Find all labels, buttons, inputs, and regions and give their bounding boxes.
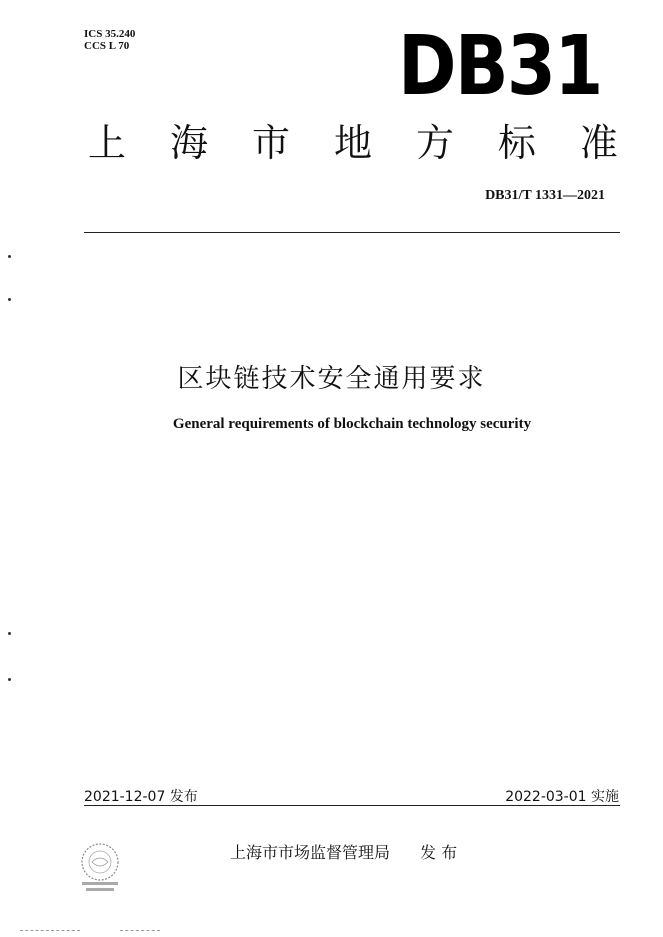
- classification-codes: [84, 28, 135, 52]
- english-title: General requirements of blockchain technology security: [172, 416, 532, 432]
- scan-artifact: [120, 930, 160, 931]
- standard-type-char: 标: [497, 121, 536, 165]
- standard-type-char: 地: [333, 121, 372, 165]
- top-divider: [84, 232, 620, 233]
- standard-type-char: 市: [251, 121, 290, 165]
- margin-dot: [8, 298, 11, 301]
- issue-date: 2021-12-07 发布: [84, 789, 198, 805]
- implement-date: 2022-03-01 实施: [505, 789, 619, 805]
- ccs-code: CCS L 70: [84, 40, 130, 52]
- standard-type-char: 海: [169, 121, 208, 165]
- scan-artifact: [20, 930, 80, 931]
- standard-type-title: [88, 120, 618, 166]
- standard-number: DB31/T 1331—2021: [485, 188, 605, 203]
- issuer-line: [230, 840, 457, 863]
- ics-code: ICS 35.240: [84, 28, 136, 40]
- margin-dot: [8, 632, 11, 635]
- standard-type-char: 准: [579, 121, 618, 165]
- db-logo: DB31: [398, 19, 602, 114]
- publish-label: 发 布: [420, 843, 458, 862]
- standard-type-char: 上: [88, 121, 127, 165]
- margin-dot: [8, 255, 11, 258]
- chinese-title: 区块链技术安全通用要求: [177, 364, 486, 394]
- standard-type-char: 方: [415, 121, 454, 165]
- library-stamp-icon: [68, 838, 132, 898]
- margin-dot: [8, 678, 11, 681]
- bottom-divider: [84, 805, 620, 806]
- issuer-name: 上海市市场监督管理局: [230, 843, 391, 862]
